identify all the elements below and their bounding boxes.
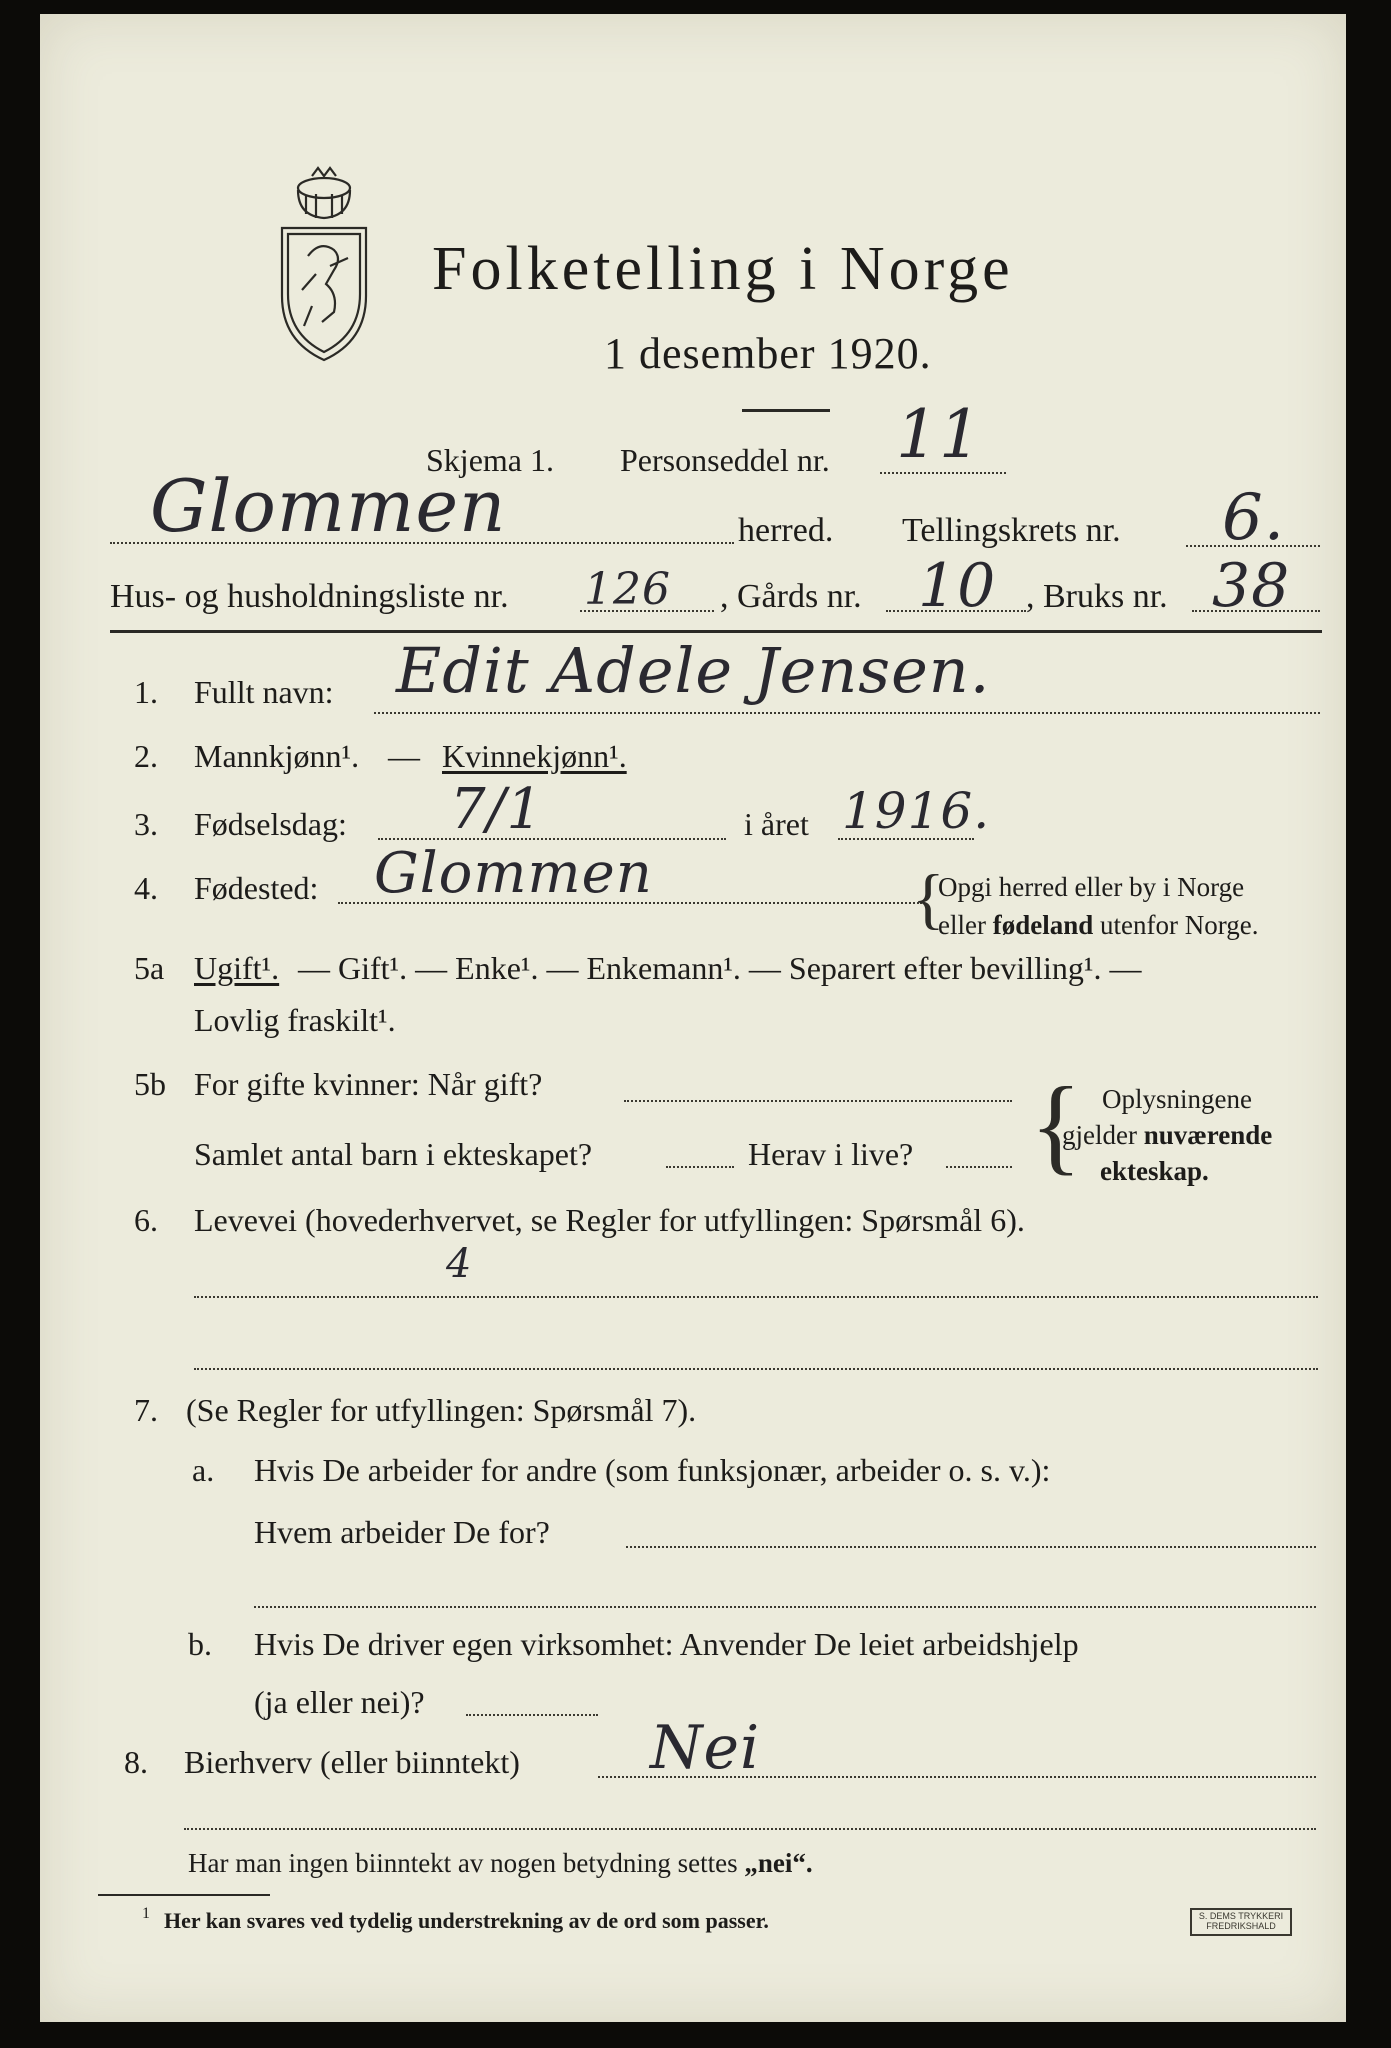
q5b-note-line2: gjelder nuværende bbox=[1062, 1120, 1273, 1150]
q1-label: Fullt navn: bbox=[194, 674, 334, 710]
printer-stamp-line1: S. DEMS TRYKKERI bbox=[1198, 1911, 1284, 1921]
q2-number: 2. bbox=[134, 738, 158, 774]
q6-number: 6. bbox=[134, 1202, 158, 1238]
q2-female-option-selected: Kvinnekjønn¹. bbox=[442, 738, 627, 774]
norway-coat-of-arms-icon bbox=[268, 166, 380, 364]
title-divider bbox=[742, 409, 830, 412]
q6-label: Levevei (hovederhvervet, se Regler for utfyllingen: Spørsmål 6). bbox=[194, 1202, 1025, 1238]
footnote-divider bbox=[98, 1894, 270, 1896]
q4-note-line1: Opgi herred eller by i Norge bbox=[938, 872, 1245, 902]
tellingskrets-value: 6. bbox=[1222, 481, 1286, 555]
footnote-mark: 1 bbox=[142, 1905, 150, 1922]
q1-number: 1. bbox=[134, 674, 158, 710]
q7b-line1: Hvis De driver egen virksomhet: Anvender De leiet arbeidshjelp bbox=[254, 1626, 1079, 1662]
q4-number: 4. bbox=[134, 870, 158, 906]
q5b-number: 5b bbox=[134, 1066, 166, 1102]
q7a-employer-line-1 bbox=[626, 1546, 1316, 1548]
q3-number: 3. bbox=[134, 806, 158, 842]
gards-label: , Gårds nr. bbox=[720, 578, 862, 615]
q3-year-label: i året bbox=[744, 806, 809, 842]
q5b-children-total-line bbox=[666, 1166, 734, 1168]
q6-occupation-value: 4 bbox=[446, 1241, 473, 1287]
q3-birthday-value: 7/1 bbox=[450, 777, 544, 842]
q5b-note-line1: Oplysningene bbox=[1102, 1084, 1252, 1114]
q5a-number: 5a bbox=[134, 950, 165, 986]
form-title: Folketelling i Norge bbox=[432, 235, 1014, 303]
bruks-label: , Bruks nr. bbox=[1026, 578, 1168, 615]
header-divider bbox=[110, 630, 1322, 633]
q8-side-income-value: Nei bbox=[650, 1713, 761, 1783]
tellingskrets-label: Tellingskrets nr. bbox=[902, 512, 1121, 549]
q7b-line2: (ja eller nei)? bbox=[254, 1684, 425, 1720]
q5b-note-brace: { bbox=[1030, 1066, 1082, 1185]
q2-male-option: Mannkjønn¹. bbox=[194, 738, 360, 774]
q4-birthplace-value: Glommen bbox=[374, 841, 653, 906]
q7a-employer-line-2 bbox=[254, 1606, 1316, 1608]
q6-line-1 bbox=[194, 1296, 1318, 1298]
q8-number: 8. bbox=[124, 1744, 148, 1780]
personseddel-value: 11 bbox=[896, 396, 982, 473]
printer-stamp-line2: FREDRIKSHALD bbox=[1206, 1920, 1276, 1931]
q4-note-brace: { bbox=[912, 860, 945, 936]
q3-year-value: 1916. bbox=[842, 782, 991, 840]
footnote-text: Her kan svares ved tydelig understrekning av de ord som passer. bbox=[164, 1908, 769, 1933]
q4-note-line2: eller fødeland utenfor Norge. bbox=[938, 910, 1259, 940]
q7a-line1: Hvis De arbeider for andre (som funksjonær, arbeider o. s. v.): bbox=[254, 1452, 1051, 1488]
q6-line-2 bbox=[194, 1368, 1318, 1370]
q5a-ugift-option-selected: Ugift¹. bbox=[194, 950, 280, 986]
q8-note: Har man ingen biinntekt av nogen betydning settes „nei“. bbox=[188, 1848, 813, 1878]
q4-label: Fødested: bbox=[194, 870, 319, 906]
skjema-label: Skjema 1. bbox=[426, 442, 554, 478]
q3-birthday-line bbox=[378, 838, 726, 840]
gards-value: 10 bbox=[918, 551, 997, 621]
q5b-note-line3: ekteskap. bbox=[1100, 1156, 1209, 1186]
q8-label: Bierhverv (eller biinntekt) bbox=[184, 1744, 520, 1780]
printer-stamp bbox=[1190, 1908, 1292, 1936]
census-date: 1 desember 1920. bbox=[604, 329, 932, 378]
q5b-children-alive-line bbox=[946, 1166, 1012, 1168]
q1-full-name-value: Edit Adele Jensen. bbox=[396, 634, 991, 707]
q7-number: 7. bbox=[134, 1392, 158, 1428]
q7b-letter: b. bbox=[188, 1626, 212, 1662]
bruks-value: 38 bbox=[1212, 551, 1291, 621]
hus-value: 126 bbox=[584, 564, 671, 615]
q5a-other-options: — Gift¹. — Enke¹. — Enkemann¹. — Separert efter bevilling¹. — bbox=[298, 950, 1142, 986]
q5a-lovlig-fraskilt: Lovlig fraskilt¹. bbox=[194, 1002, 396, 1038]
q5b-children-alive: Herav i live? bbox=[748, 1136, 914, 1172]
q5b-married-when: For gifte kvinner: Når gift? bbox=[194, 1066, 543, 1102]
herred-value: Glommen bbox=[150, 464, 507, 548]
q7a-letter: a. bbox=[192, 1452, 215, 1488]
q7a-line2: Hvem arbeider De for? bbox=[254, 1514, 550, 1550]
q7-label: (Se Regler for utfyllingen: Spørsmål 7). bbox=[186, 1392, 697, 1428]
q5b-children-total: Samlet antal barn i ekteskapet? bbox=[194, 1136, 593, 1172]
q1-line bbox=[374, 712, 1320, 714]
personseddel-label: Personseddel nr. bbox=[620, 442, 830, 478]
q2-separator: — bbox=[388, 738, 420, 774]
q5b-married-when-line bbox=[624, 1100, 1012, 1102]
q8-line-2 bbox=[184, 1828, 1316, 1830]
herred-label: herred. bbox=[738, 512, 834, 549]
q7b-answer-line bbox=[466, 1714, 598, 1716]
hus-label: Hus- og husholdningsliste nr. bbox=[110, 578, 509, 615]
q3-label: Fødselsdag: bbox=[194, 806, 347, 842]
